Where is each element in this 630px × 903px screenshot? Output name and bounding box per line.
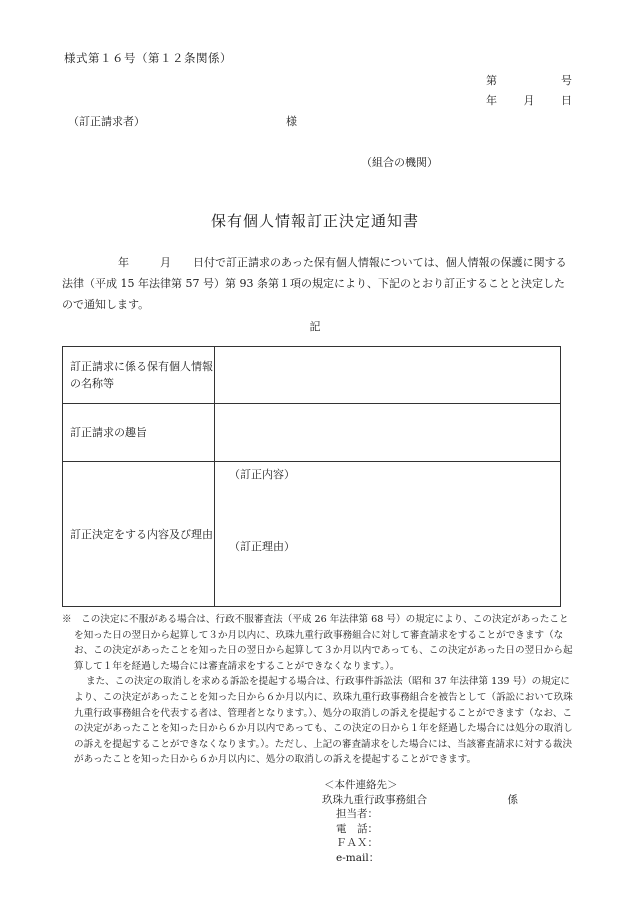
issue-date-month: 月 [523, 94, 535, 107]
correction-content-label: （訂正内容） [229, 468, 295, 481]
contact-org: 玖珠九重行政事務組合 [322, 793, 427, 806]
issue-number-suffix: 号 [561, 74, 572, 87]
row1-label: 訂正請求に係る保有個人情報の名称等 [63, 347, 215, 404]
row1-value [215, 347, 561, 404]
form-number: 様式第１６号（第１２条関係） [64, 51, 232, 65]
table-row [63, 404, 561, 462]
contact-block [322, 778, 518, 866]
notes [62, 612, 574, 768]
contact-section: 係 [507, 793, 518, 806]
table-row [63, 347, 561, 404]
row3-label: 訂正決定をする内容及び理由 [63, 462, 215, 607]
issue-date [486, 92, 572, 108]
document-title: 保有個人情報訂正決定通知書 [210, 212, 419, 230]
contact-org-line [322, 793, 518, 808]
intro-paragraph [62, 252, 572, 315]
issue-number [486, 72, 572, 88]
intro-year: 年 [118, 256, 129, 269]
note-appeal: ※ この決定に不服がある場合は、行政不服審査法（平成 26 年法律第 68 号）の規定により、この決定があったことを知った日の翌日から起算して３か月以内に、玖珠九重行政事務組合に対して審査請求をすることができます（なお、この決定があったことを知った日の翌日から起算して３か月以内であっても、この決定があった日の翌日から起算して１年を経過した場合には審査請求をすることができなくなります。）。 [62, 614, 573, 672]
row2-label: 訂正請求の趣旨 [63, 404, 215, 462]
issue-number-prefix: 第 [486, 74, 497, 87]
issue-date-year: 年 [486, 94, 497, 107]
contact-heading: ＜本件連絡先＞ [324, 779, 398, 791]
row2-value [215, 404, 561, 462]
intro-text: 日付で訂正請求のあった保有個人情報については、個人情報の保護に関する法律（平成 15 年法律第 57 号）第 93 条第１項の規定により、下記のとおり訂正することと決定したので通知します。 [62, 256, 567, 311]
intro-month: 月 [160, 256, 171, 269]
recipient-label: （訂正請求者） [68, 115, 145, 128]
decision-table [62, 346, 561, 607]
table-row [63, 462, 561, 607]
contact-fax: ＦＡＸ： [336, 837, 378, 850]
row3-value [215, 462, 561, 607]
recipient-honorific: 様 [286, 115, 297, 128]
contact-email: e-mail： [336, 851, 380, 864]
contact-person: 担当者： [336, 808, 378, 821]
note-lawsuit: また、この決定の取消しを求める訴訟を提起する場合は、行政事件訴訟法（昭和 37 年法律第 139 号）の規定により、この決定があったことを知った日から６か月以内に、玖珠九重行政事務組合を被告として（訴訟において玖珠九重行政事務組合を代表する者は、管理者となります。）、処分の取消しの訴えを提起することができます（なお、この決定があったことを知った日から６か月以内であっても、この決定の日から１年を経過した場合には処分の取消しの訴えを提起することができなくなります。）。ただし、上記の審査請求をした場合には、当該審査請求に対する裁決があったことを知った日から６か月以内に、処分の取消しの訴えを提起することができます。 [74, 676, 573, 766]
issue-date-day: 日 [561, 94, 572, 107]
correction-reason-label: （訂正理由） [229, 540, 295, 553]
contact-phone: 電 話： [336, 822, 378, 835]
ki-marker: 記 [309, 320, 321, 333]
issuer-label: （組合の機関） [361, 156, 438, 169]
